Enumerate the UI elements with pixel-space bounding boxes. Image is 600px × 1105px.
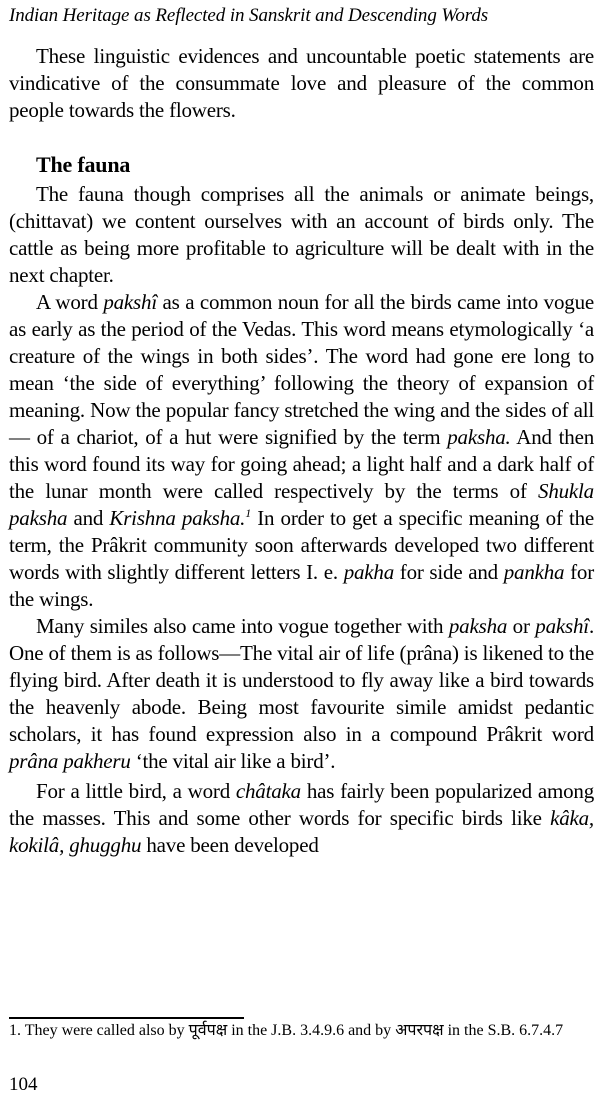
term-chataka: châtaka <box>235 779 301 803</box>
section-heading: The fauna <box>36 152 131 177</box>
term-paksha: paksha. <box>447 425 511 449</box>
paragraph-pakshi: A word pakshî as a common noun for all the birds came into vogue as early as the period of the Vedas. This word means etymologically ‘a creature of the wings in both sides’. The word had gone ere long to mean ‘the side of everything’ following the theory of expansion of meaning. Now the popular fancy stretched the wing and the sides of all— of a chariot, of a hut were signified by the term paksha. And then this word found its way for going ahead; a light half and a dark half of the lunar month were called respectively by the terms of Shukla paksha and Krishna paksha.$^1$ In order to get a specific meaning of the term, the Prâkrit community soon afterwards developed two different words with slightly different letters I. e. pakha for side and pankha for the wings. <box>9 290 595 611</box>
term-pakshi: pakshî <box>103 290 157 314</box>
term-prana-pakheru: prâna pakheru <box>9 749 131 773</box>
devanagari-term-aparapaksha: अपरपक्ष <box>395 1022 444 1039</box>
paragraph-chataka: For a little bird, a word châtaka has fairly been popularized among the masses. This and some other words for specific birds like kâka, kokilâ, ghugghu have been developed <box>9 779 595 857</box>
running-head: Indian Heritage as Reflected in Sanskrit and Descending Words <box>9 5 489 26</box>
term-shukla-paksha: Shukla paksha <box>9 479 594 530</box>
paragraph-similes: Many similes also came into vogue together with paksha or pakshî. One of them is as follows—The vital air of life (prâna) is likened to the flying bird. After death it is understood to fly away like a bird towards the heavenly abode. Being most favourite simile amidst pedantic scholars, it has found expression also in a compound Prâkrit word prâna pakheru ‘the vital air like a bird’. <box>9 614 594 773</box>
term-pankha: pankha <box>503 560 565 584</box>
footnote: 1. They were called also by पूर्वपक्ष in the J.B. 3.4.9.6 and by अपरपक्ष in the S.B. 6.7.4.7 <box>9 1022 564 1039</box>
footnote-reference: 1 <box>245 506 252 520</box>
body-text <box>9 43 594 859</box>
footnote-rule <box>9 1017 244 1019</box>
term-pakha: pakha <box>343 560 395 584</box>
intro-paragraph: These linguistic evidences and uncountable poetic statements are vindicative of the consummate love and pleasure of the common people towards the flowers. <box>9 44 594 122</box>
term-pakshi-2: pakshî <box>535 614 589 638</box>
term-paksha-2: paksha <box>448 614 508 638</box>
paragraph-fauna: The fauna though comprises all the animals or animate beings, (chittavat) we content ourselves with an account of birds only. The cattle as being more profitable to agriculture will be dealt with in the next chapter. <box>9 182 594 287</box>
page-number: 104 <box>9 1074 38 1095</box>
devanagari-term-purvapaksha: पूर्वपक्ष <box>188 1022 228 1039</box>
term-bird-names: kâka, kokilâ, ghugghu <box>9 806 594 857</box>
term-krishna-paksha: Krishna paksha. <box>109 506 246 530</box>
